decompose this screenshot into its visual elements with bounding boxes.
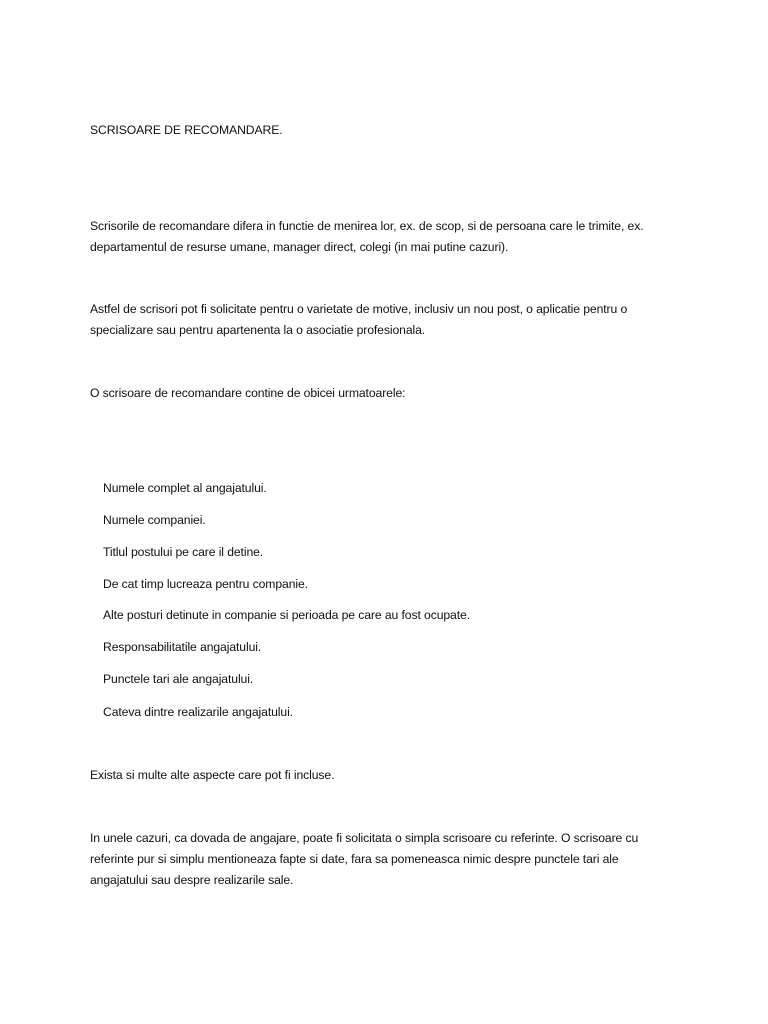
paragraph-line: In unele cazuri, ca dovada de angajare, poate fi solicitata o simpla scrisoare cu referinte. O scrisoare cu: [90, 831, 639, 845]
list-item: Punctele tari ale angajatului.: [103, 672, 254, 686]
additional-aspects-text: Exista si multe alte aspecte care pot fi incluse.: [90, 768, 335, 782]
list-item: Numele companiei.: [103, 513, 206, 527]
paragraph-reference-letter: [90, 828, 690, 891]
paragraph-line: Astfel de scrisori pot fi solicitate pentru o varietate de motive, inclusiv un nou post, o aplicatie pentru o: [90, 302, 628, 316]
list-item: Responsabilitatile angajatului.: [103, 640, 262, 654]
paragraph-line: angajatului sau despre realizarile sale.: [90, 873, 294, 887]
list-item: Cateva dintre realizarile angajatului.: [103, 705, 293, 719]
paragraph-request-reasons: [90, 299, 690, 341]
list-item: Alte posturi detinute in companie si perioada pe care au fost ocupate.: [103, 608, 470, 622]
list-item: Numele complet al angajatului.: [103, 481, 267, 495]
paragraph-line: specializare sau pentru apartenenta la o asociatie profesionala.: [90, 323, 426, 337]
paragraph-recommendation-types: [90, 216, 690, 258]
paragraph-line: departamentul de resurse umane, manager direct, colegi (in mai putine cazuri).: [90, 240, 509, 254]
list-intro: O scrisoare de recomandare contine de obicei urmatoarele:: [90, 386, 406, 400]
document-title: SCRISOARE DE RECOMANDARE.: [90, 123, 283, 137]
paragraph-line: referinte pur si simplu mentioneaza fapte si date, fara sa pomeneasca nimic despre punctele tari ale: [90, 852, 619, 866]
list-item: Titlul postului pe care il detine.: [103, 545, 264, 559]
list-item: De cat timp lucreaza pentru companie.: [103, 577, 308, 591]
paragraph-line: Scrisorile de recomandare difera in functie de menirea lor, ex. de scop, si de persoana care le trimite, ex.: [90, 219, 644, 233]
